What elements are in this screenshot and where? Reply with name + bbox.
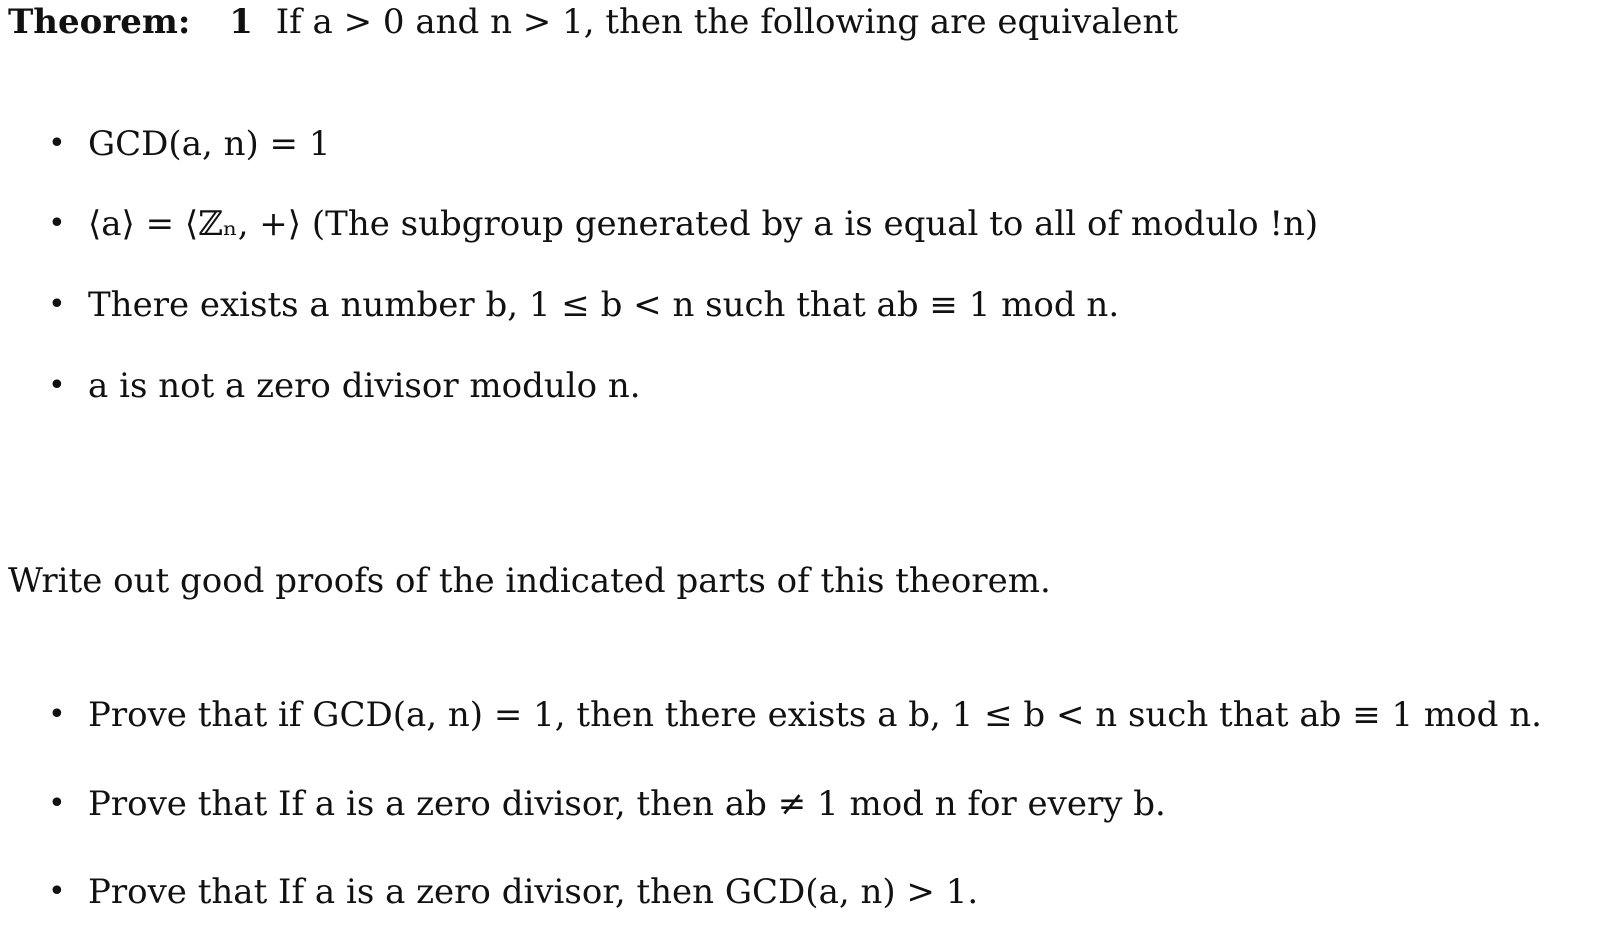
bullet-icon: • [48,874,66,909]
theorem-label: Theorem: [8,2,191,42]
bullet-icon: • [48,697,66,732]
equivalence-item [48,204,1318,244]
bullet-icon: • [48,126,66,161]
task-item [48,784,1166,824]
task-text: Prove that If a is a zero divisor, then GCD(a, n) > 1. [88,872,979,912]
instructions-text: Write out good proofs of the indicated parts of this theorem. [8,561,1051,601]
task-text: Prove that if GCD(a, n) = 1, then there exists a b, 1 ≤ b < n such that ab ≡ 1 mod n. [88,695,1542,735]
task-item [48,872,978,912]
theorem-statement [8,2,1178,42]
bullet-icon: • [48,206,66,241]
theorem-number: 1 [229,2,253,42]
equivalence-item [48,366,641,406]
equivalence-item [48,285,1119,325]
bullet-icon: • [48,287,66,322]
equivalence-text: a is not a zero divisor modulo n. [88,366,641,406]
equivalence-item [48,124,330,164]
task-text: Prove that If a is a zero divisor, then ab ≠ 1 mod n for every b. [88,784,1166,824]
theorem-text: If a > 0 and n > 1, then the following are equivalent [275,2,1179,42]
bullet-icon: • [48,786,66,821]
equivalence-text: There exists a number b, 1 ≤ b < n such that ab ≡ 1 mod n. [88,285,1120,325]
task-item [48,695,1542,735]
bullet-icon: • [48,368,66,403]
equivalence-text: GCD(a, n) = 1 [88,124,331,164]
equivalence-text: ⟨a⟩ = ⟨ℤₙ, +⟩ (The subgroup generated by a is equal to all of modulo !n) [88,204,1319,244]
